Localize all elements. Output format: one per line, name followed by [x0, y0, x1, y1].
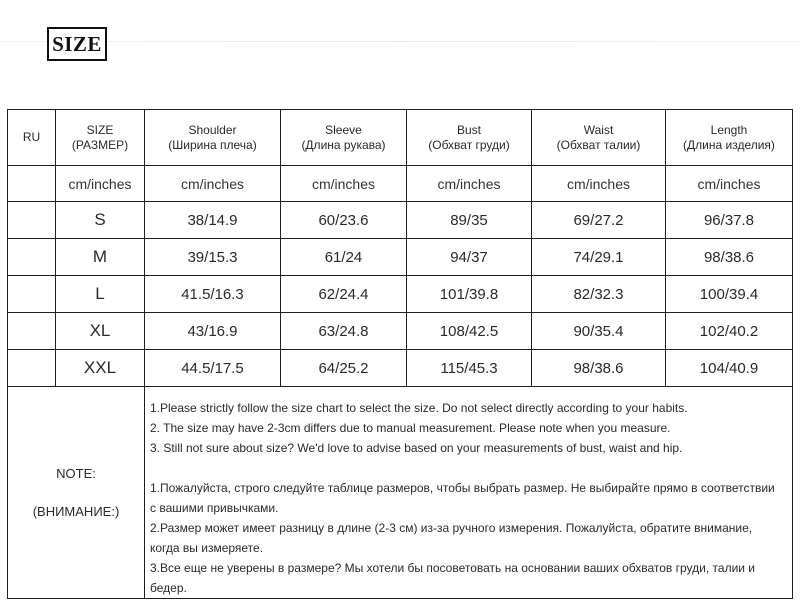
- note-label-cell: [8, 387, 145, 599]
- sleeve-cell: 62/24.4: [281, 276, 407, 313]
- header-label-ru: (Длина рукава): [301, 137, 386, 152]
- units-cell: cm/inches: [407, 166, 532, 202]
- sleeve-cell: 60/23.6: [281, 202, 407, 239]
- header-label-ru: (Обхват груди): [428, 137, 510, 152]
- shoulder-cell: 38/14.9: [145, 202, 281, 239]
- units-cell: cm/inches: [281, 166, 407, 202]
- header-size-label-ru: (РАЗМЕР): [71, 137, 129, 152]
- header-label-ru: (Длина изделия): [683, 137, 775, 152]
- header-divider: [0, 41, 800, 42]
- header-ru: RU: [8, 110, 56, 166]
- table-row: [8, 239, 793, 276]
- bust-cell: 108/42.5: [407, 313, 532, 350]
- table-row: [8, 313, 793, 350]
- bust-cell: 115/45.3: [407, 350, 532, 387]
- sleeve-cell: 61/24: [281, 239, 407, 276]
- header-waist: [532, 110, 666, 166]
- note-line: 1.Please strictly follow the size chart to select the size. Do not select directly according to your habits.: [150, 401, 688, 415]
- note-line-ru: когда вы измеряете.: [150, 541, 264, 555]
- length-cell: 102/40.2: [666, 313, 793, 350]
- note-line-ru: 1.Пожалуйста, строго следуйте таблице размеров, чтобы выбрать размер. Не выбирайте прямо в соответствии: [150, 481, 775, 495]
- header-label-ru: (Ширина плеча): [168, 137, 257, 152]
- sleeve-cell: 64/25.2: [281, 350, 407, 387]
- header-label: Waist: [583, 122, 614, 137]
- ru-size-cell: [8, 276, 56, 313]
- bust-cell: 89/35: [407, 202, 532, 239]
- header-label: Length: [710, 122, 748, 137]
- length-cell: 96/37.8: [666, 202, 793, 239]
- header-sleeve: [281, 110, 407, 166]
- units-row: [8, 166, 793, 202]
- waist-cell: 69/27.2: [532, 202, 666, 239]
- shoulder-cell: 39/15.3: [145, 239, 281, 276]
- header-label: Shoulder: [188, 122, 237, 137]
- units-cell: cm/inches: [666, 166, 793, 202]
- sleeve-cell: 63/24.8: [281, 313, 407, 350]
- length-cell: 98/38.6: [666, 239, 793, 276]
- notes-row: [8, 387, 793, 599]
- waist-cell: 74/29.1: [532, 239, 666, 276]
- header-label-ru: (Обхват талии): [556, 137, 641, 152]
- bust-cell: 94/37: [407, 239, 532, 276]
- size-cell: S: [56, 202, 145, 239]
- table-header-row: [8, 110, 793, 166]
- note-line-ru: с вашими привычками.: [150, 501, 279, 515]
- length-cell: 104/40.9: [666, 350, 793, 387]
- notes-text-cell: [145, 387, 793, 599]
- header-label: Bust: [456, 122, 481, 137]
- header-size-label: SIZE: [86, 122, 114, 137]
- header-label: Sleeve: [325, 122, 362, 137]
- shoulder-cell: 43/16.9: [145, 313, 281, 350]
- units-cell-ru: [8, 166, 56, 202]
- ru-size-cell: [8, 239, 56, 276]
- size-cell: M: [56, 239, 145, 276]
- ru-size-cell: [8, 350, 56, 387]
- note-label: NOTE:: [56, 466, 96, 481]
- table-row: [8, 276, 793, 313]
- note-line-ru: 2.Размер может имеет разницу в длине (2-3 см) из-за ручного измерения. Пожалуйста, обратите внимание,: [150, 521, 753, 535]
- size-cell: XXL: [56, 350, 145, 387]
- header-bust: [407, 110, 532, 166]
- notes-spacer: [150, 458, 784, 478]
- size-logo: SIZE: [47, 27, 107, 61]
- header-shoulder: [145, 110, 281, 166]
- shoulder-cell: 41.5/16.3: [145, 276, 281, 313]
- ru-size-cell: [8, 313, 56, 350]
- header-size: [56, 110, 145, 166]
- note-label-ru: (ВНИМАНИЕ:): [32, 504, 120, 519]
- table-row: [8, 350, 793, 387]
- note-line: 3. Still not sure about size? We'd love to advise based on your measurements of bust, waist and hip.: [150, 441, 683, 455]
- table-row: [8, 202, 793, 239]
- note-line: 2. The size may have 2-3cm differs due to manual measurement. Please note when you measure.: [150, 421, 671, 435]
- size-cell: XL: [56, 313, 145, 350]
- size-chart-table: [7, 109, 793, 599]
- waist-cell: 82/32.3: [532, 276, 666, 313]
- units-cell: cm/inches: [56, 166, 145, 202]
- units-cell: cm/inches: [532, 166, 666, 202]
- shoulder-cell: 44.5/17.5: [145, 350, 281, 387]
- waist-cell: 98/38.6: [532, 350, 666, 387]
- units-cell: cm/inches: [145, 166, 281, 202]
- size-cell: L: [56, 276, 145, 313]
- waist-cell: 90/35.4: [532, 313, 666, 350]
- header-length: [666, 110, 793, 166]
- length-cell: 100/39.4: [666, 276, 793, 313]
- note-line-ru: 3.Все еще не уверены в размере? Мы хотели бы посоветовать на основании ваших обхватов груди, талии и бедер.: [150, 561, 756, 595]
- bust-cell: 101/39.8: [407, 276, 532, 313]
- ru-size-cell: [8, 202, 56, 239]
